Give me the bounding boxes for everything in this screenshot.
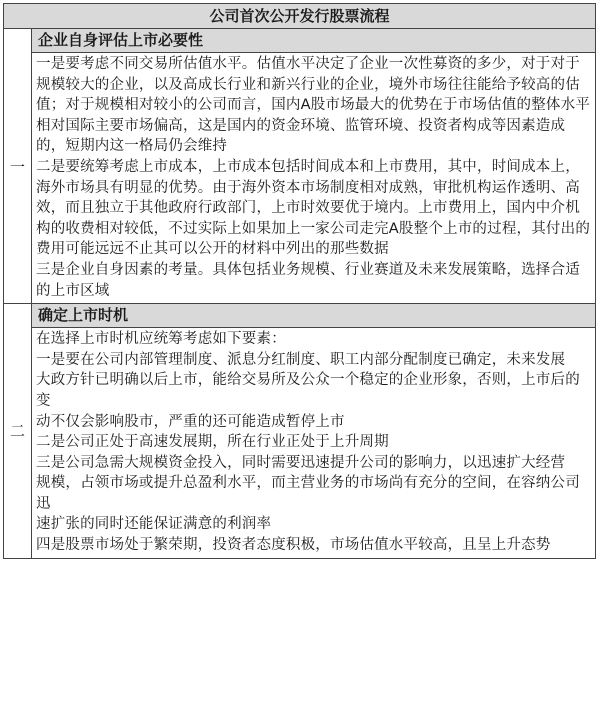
section-2-number: 二 [4,304,32,559]
section-2-heading: 确定上市时机 [32,304,596,328]
paragraph: 一是要考虑不同交易所估值水平。估值水平决定了企业一次性募资的多少，对于对于规模较大的企业，以及高成长行业和新兴行业的企业，境外市场往往能给予较高的估值；对于规模相对较小的公司而言，国内A股市场最大的优势在于市场估值的整体水平相对国际主要市场偏高，这是国内的资金环境、监管环境、投资者构成等因素造成的，短期内这一格局仍会维持 [36,56,591,155]
section-1-body-row [4,53,596,304]
section-1-heading: 企业自身评估上市必要性 [32,29,596,53]
section-1-heading-row [4,29,596,53]
table-title: 公司首次公开发行股票流程 [4,4,596,29]
paragraph: 大政方针已明确以后上市，能给交易所及公众一个稳定的企业形象，否则，上市后的变 [36,372,580,409]
paragraph: 三是企业自身因素的考量。具体包括业务规模、行业赛道及未来发展策略，选择合适的上市区域 [36,261,580,299]
section-2-body [32,328,596,559]
paragraph: 速扩张的同时还能保证满意的利润率 [36,516,272,533]
section-1-number: 一 [4,29,32,304]
paragraph: 三是公司急需大规模资金投入，同时需要迅速提升公司的影响力，以迅速扩大经营 [36,454,566,471]
paragraph: 四是股票市场处于繁荣期，投资者态度积极，市场估值水平较高，且呈上升态势 [36,537,551,554]
paragraph: 二是公司正处于高速发展期，所在行业正处于上升周期 [36,434,389,451]
section-2-body-row [4,328,596,559]
paragraph: 动不仅会影响股市，严重的还可能造成暂停上市 [36,413,345,430]
section-1-body [32,53,596,304]
title-row [4,4,596,29]
paragraph: 规模，占领市场或提升总盈利水平，而主营业务的市场尚有充分的空间，在容纳公司迅 [36,475,580,512]
paragraph: 在选择上市时机应统筹考虑如下要素： [36,331,286,348]
ipo-process-table [3,3,596,559]
paragraph: 二是要统筹考虑上市成本，上市成本包括时间成本和上市费用，其中，时间成本上，海外市场具有明显的优势。由于海外资本市场制度相对成熟，审批机构运作透明、高效，而且独立于其他政府行政部门，上市时效要优于境内。上市费用上，国内中介机构的收费相对较低，不过实际上如果加上一家公司走完A股整个上市的过程，其付出的费用可能远远不止其可以公开的材料中列出的那些数据 [36,158,591,258]
section-2-heading-row [4,304,596,328]
paragraph: 一是要在公司内部管理制度、派息分红制度、职工内部分配制度已确定，未来发展 [36,351,566,368]
